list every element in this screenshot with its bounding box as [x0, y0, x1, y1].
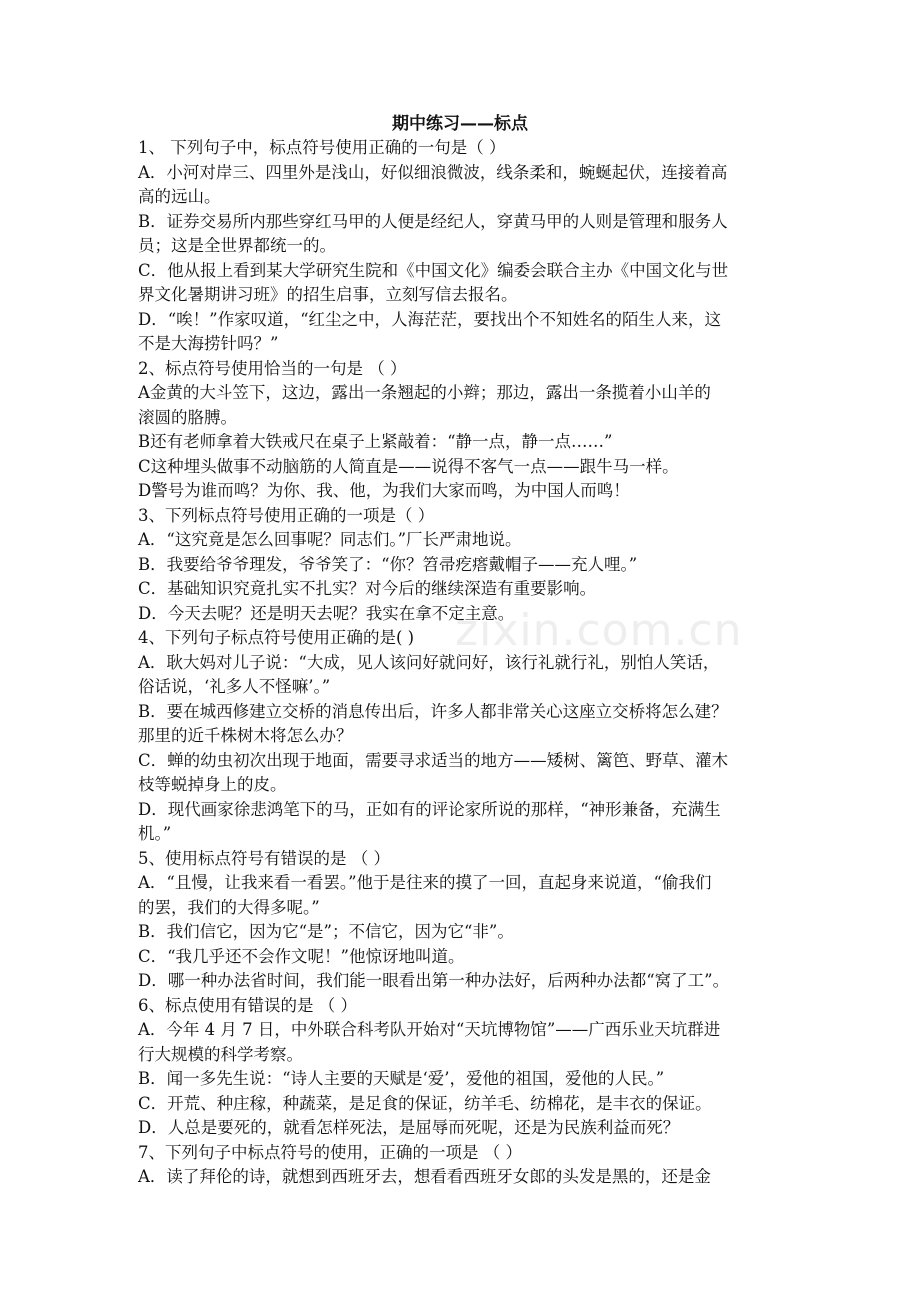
text-line: A．“且慢，让我来看一看罢。”他于是往来的摸了一回，直起身来说道，“偷我们	[138, 873, 712, 892]
text-line: A．“这究竟是怎么回事呢？同志们。”厂长严肃地说。	[138, 530, 522, 549]
document-body	[138, 136, 798, 1190]
text-line: 界文化暑期讲习班》的招生启事，立刻写信去报名。	[138, 285, 518, 304]
text-line: A．小河对岸三、四里外是浅山，好似细浪微波，线条柔和，蜿蜒起伏，连接着高	[138, 162, 728, 182]
text-line: 6、标点使用有错误的是 （ ）	[138, 995, 357, 1015]
text-line: C．基础知识究竟扎实不扎实？对今后的继续深造有重要影响。	[138, 579, 597, 598]
text-line: A．耿大妈对儿子说：“大成，见人该问好就问好，该行礼就行礼，别怕人笑话，	[138, 652, 720, 672]
text-line: 高的远山。	[138, 187, 221, 206]
text-line: 的罢，我们的大得多呢。”	[138, 897, 320, 917]
text-line: 俗话说，‘礼多人不怪嘛’。”	[138, 677, 331, 696]
text-line: 那里的近千株树木将怎么办？	[138, 726, 353, 745]
text-line: 枝等蜕掉身上的皮。	[138, 775, 287, 794]
text-line: 3、下列标点符号使用正确的一项是（ ）	[138, 505, 435, 525]
text-line: B．要在城西修建立交桥的消息传出后，许多人都非常关心这座立交桥将怎么建？	[138, 701, 728, 721]
text-line: 滚圆的胳膊。	[138, 407, 237, 427]
text-line: D警号为谁而鸣？为你、我、他，为我们大家而鸣，为中国人而鸣！	[138, 481, 630, 500]
text-line: D．人总是要死的，就看怎样死法，是屈辱而死呢，还是为民族利益而死？	[138, 1118, 680, 1137]
text-line: C．蝉的幼虫初次出现于地面，需要寻求适当的地方——矮树、篱笆、野草、灌木	[138, 750, 729, 770]
text-line: C．“我几乎还不会作文呢！”他惊讶地叫道。	[138, 946, 465, 966]
text-line: B还有老师拿着大铁戒尺在桌子上紧敲着：“静一点，静一点……”	[138, 432, 613, 451]
page-title: 期中练习——标点	[392, 114, 528, 134]
text-line: B．闻一多先生说：“诗人主要的天赋是‘爱’，爱他的祖国，爱他的人民。”	[138, 1069, 665, 1088]
text-line: 5、使用标点符号有错误的是 （ ）	[138, 848, 390, 868]
text-line: D．“唉！”作家叹道，“红尘之中，人海茫茫，要找出个不知姓名的陌生人来，这	[138, 309, 722, 329]
text-line: D．哪一种办法省时间，我们能一眼看出第一种办法好，后两种办法都“窝了工”。	[138, 971, 730, 990]
text-line: 2、标点符号使用恰当的一句是 （ ）	[138, 358, 407, 378]
text-line: A．今年 4 月 7 日，中外联合科考队开始对“天坑博物馆”——广西乐业天坑群进	[138, 1020, 721, 1039]
watermark: zixin.com.cn	[455, 605, 743, 656]
text-line: B．我们信它，因为它“是”；不信它，因为它“非”。	[138, 922, 514, 941]
text-line: A金黄的大斗笠下，这边，露出一条翘起的小辫；那边，露出一条揽着小山羊的	[138, 383, 711, 402]
text-line: B．证券交易所内那些穿红马甲的人便是经纪人，穿黄马甲的人则是管理和服务人	[138, 211, 728, 231]
text-line: B．我要给爷爷理发，爷爷笑了：“你？笤帚疙瘩戴帽子——充人哩。”	[138, 554, 638, 574]
text-line: 4、下列句子标点符号使用正确的是( )	[138, 628, 415, 647]
text-line: A．读了拜伦的诗，就想到西班牙去，想看看西班牙女郎的头发是黑的，还是金	[138, 1167, 711, 1186]
text-line: 机。”	[138, 824, 172, 843]
text-line: 行大规模的科学考察。	[138, 1044, 303, 1064]
text-line: 1、 下列句子中，标点符号使用正确的一句是（ ）	[138, 138, 506, 157]
text-line: 不是大海捞针吗？”	[138, 334, 279, 353]
text-line: D．现代画家徐悲鸿笔下的马，正如有的评论家所说的那样，“神形兼备，充满生	[138, 799, 721, 819]
text-line: C．开荒、种庄稼，种蔬菜，是足食的保证，纺羊毛、纺棉花，是丰衣的保证。	[138, 1093, 712, 1113]
text-line: C．他从报上看到某大学研究生院和《中国文化》编委会联合主办《中国文化与世	[138, 260, 729, 280]
text-line: C这种埋头做事不动脑筋的人简直是——说得不客气一点——跟牛马一样。	[138, 456, 679, 476]
text-line: D．今天去呢？还是明天去呢？我实在拿不定主意。	[138, 603, 515, 623]
text-line: 7、下列句子中标点符号的使用，正确的一项是 （ ）	[138, 1142, 522, 1162]
text-line: 员；这是全世界都统一的。	[138, 236, 336, 255]
